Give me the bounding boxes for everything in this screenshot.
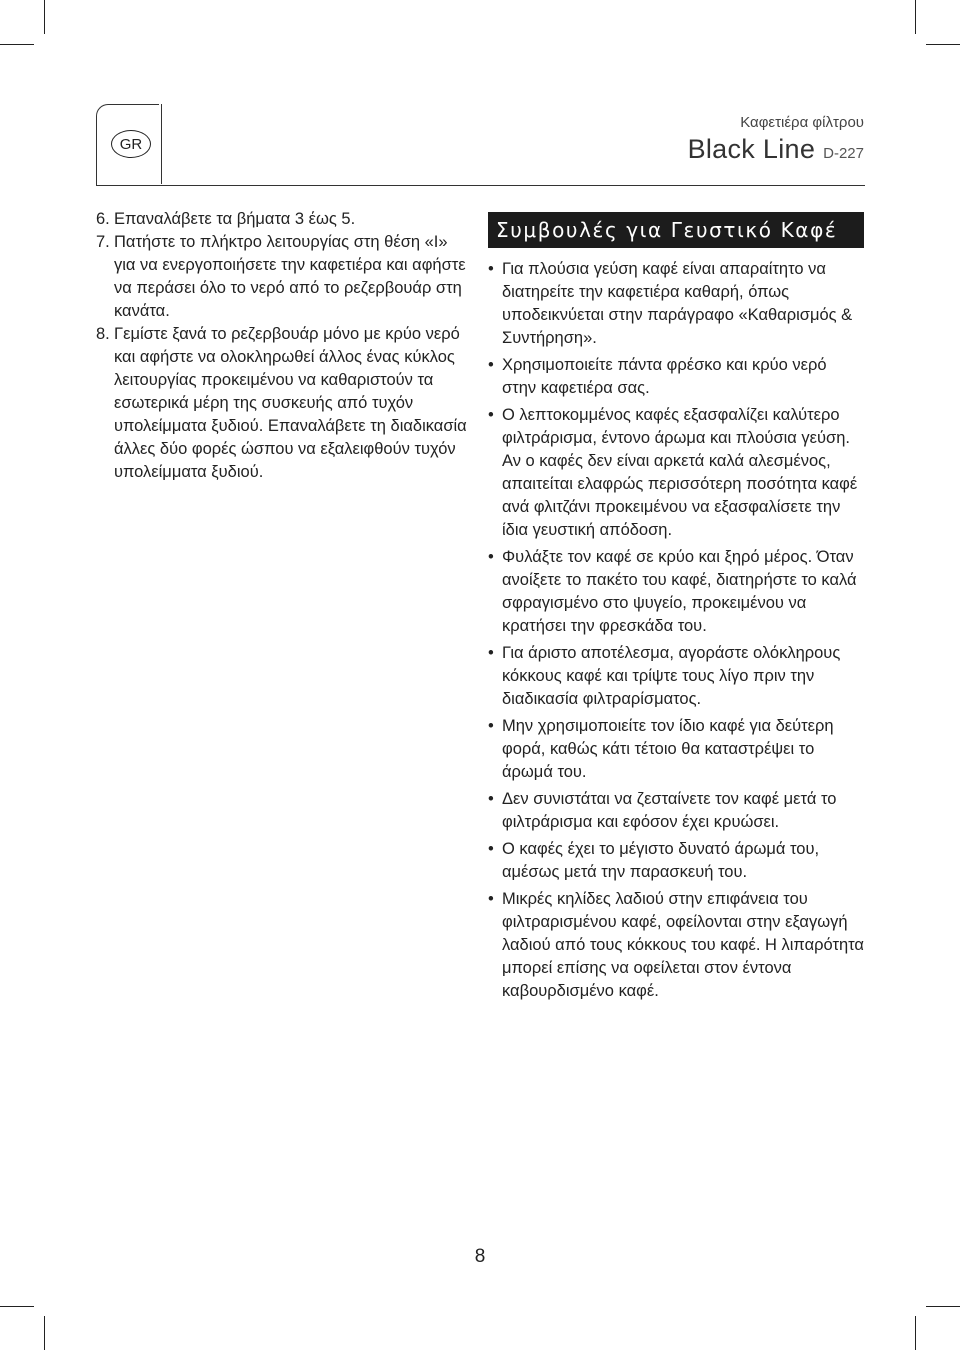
crop-mark xyxy=(44,1316,45,1350)
crop-mark xyxy=(926,1306,960,1307)
section-title: Συμβουλές για Γευστικό Καφέ xyxy=(488,212,864,248)
tip-item xyxy=(488,838,864,884)
tip-item xyxy=(488,715,864,784)
tips-list xyxy=(488,258,864,1003)
crop-mark xyxy=(926,44,960,45)
crop-mark xyxy=(0,44,34,45)
bullet-icon: • xyxy=(488,890,494,908)
tip-item xyxy=(488,546,864,638)
tips-section xyxy=(488,212,864,1007)
bullet-icon: • xyxy=(488,840,494,858)
step-number: 7. xyxy=(96,233,110,251)
tip-text: Φυλάξτε τον καφέ σε κρύο και ξηρό μέρος. Όταν ανοίξετε το πακέτο του καφέ, διατηρήστε το καλά σφραγισμένο στο ψυγείο, προκειμένου να κρατήσει την φρεσκάδα του. xyxy=(502,548,857,635)
bullet-icon: • xyxy=(488,406,494,424)
step-item xyxy=(96,323,471,484)
crop-mark xyxy=(44,0,45,34)
brand-name: Black Line xyxy=(687,134,816,164)
language-box xyxy=(96,104,162,184)
tip-text: Μικρές κηλίδες λαδιού στην επιφάνεια του φιλτραρισμένου καφέ, οφείλονται στην εξαγωγή λαδιού από τους κόκκους του καφέ. Η λιπαρότητα μπορεί επίσης να οφείλεται στον έντονα καβουρδισμένο καφέ. xyxy=(502,890,864,1000)
step-item xyxy=(96,208,471,231)
tip-item xyxy=(488,888,864,1003)
tip-text: Χρησιμοποιείτε πάντα φρέσκο και κρύο νερό στην καφετιέρα σας. xyxy=(502,356,827,397)
brand-logo xyxy=(688,134,864,165)
tip-item xyxy=(488,258,864,350)
crop-mark xyxy=(915,1316,916,1350)
step-text: Γεμίστε ξανά το ρεζερβουάρ μόνο με κρύο νερό και αφήστε να ολοκληρωθεί άλλος ένας κύκλος λειτουργίας προκειμένου να καθαριστούν τα εσωτερικά μέρη της συσκευής από τυχόν υπολείμματα ξυδιού. Επαναλάβετε τη διαδικασία άλλες δύο φορές ώσπου να εξαλειφθούν τυχόν υπολείμματα ξυδιού. xyxy=(114,325,467,481)
product-subtitle: Καφετιέρα φίλτρου xyxy=(740,114,864,131)
language-badge: GR xyxy=(111,130,151,158)
crop-mark xyxy=(0,1306,34,1307)
step-item xyxy=(96,231,471,323)
bullet-icon: • xyxy=(488,548,494,566)
tip-text: Για άριστο αποτέλεσμα, αγοράστε ολόκληρους κόκκους καφέ και τρίψτε τους λίγο πριν την διαδικασία φιλτραρίσματος. xyxy=(502,644,841,708)
steps-list xyxy=(96,208,471,484)
tip-item xyxy=(488,354,864,400)
crop-mark xyxy=(915,0,916,34)
step-text: Πατήστε το πλήκτρο λειτουργίας στη θέση «I» για να ενεργοποιήσετε την καφετιέρα και αφήστε να περάσει όλο το νερό από το ρεζερβουάρ στη κανάτα. xyxy=(114,233,466,320)
tip-text: Ο λεπτοκομμένος καφές εξασφαλίζει καλύτερο φιλτράρισμα, έντονο άρωμα και πλούσια γεύση. Αν ο καφές δεν είναι αρκετά καλά αλεσμένος, απαιτείται ελαφρώς περισσότερη ποσότητα καφέ ανά φλιτζάνι προκειμένου να εξασφαλίσετε την ίδια γευστική απόδοση. xyxy=(502,406,858,539)
bullet-icon: • xyxy=(488,644,494,662)
bullet-icon: • xyxy=(488,260,494,278)
tip-item xyxy=(488,404,864,542)
tip-text: Δεν συνιστάται να ζεσταίνετε τον καφέ μετά το φιλτράρισμα και εφόσον έχει κρυώσει. xyxy=(502,790,837,831)
step-text: Επαναλάβετε τα βήματα 3 έως 5. xyxy=(114,210,356,228)
step-number: 8. xyxy=(96,325,110,343)
tip-text: Ο καφές έχει το μέγιστο δυνατό άρωμά του, αμέσως μετά την παρασκευή του. xyxy=(502,840,820,881)
tip-item xyxy=(488,788,864,834)
step-number: 6. xyxy=(96,210,110,228)
tip-item xyxy=(488,642,864,711)
tip-text: Μην χρησιμοποιείτε τον ίδιο καφέ για δεύτερη φορά, καθώς κάτι τέτοιο θα καταστρέψει το άρωμά του. xyxy=(502,717,834,781)
model-number: D-227 xyxy=(823,145,864,162)
tip-text: Για πλούσια γεύση καφέ είναι απαραίτητο να διατηρείτε την καφετιέρα καθαρή, όπως υποδεικνύεται στην παράγραφο «Καθαρισμός & Συντήρηση». xyxy=(502,260,853,347)
bullet-icon: • xyxy=(488,717,494,735)
bullet-icon: • xyxy=(488,356,494,374)
bullet-icon: • xyxy=(488,790,494,808)
page-number: 8 xyxy=(474,1246,486,1267)
